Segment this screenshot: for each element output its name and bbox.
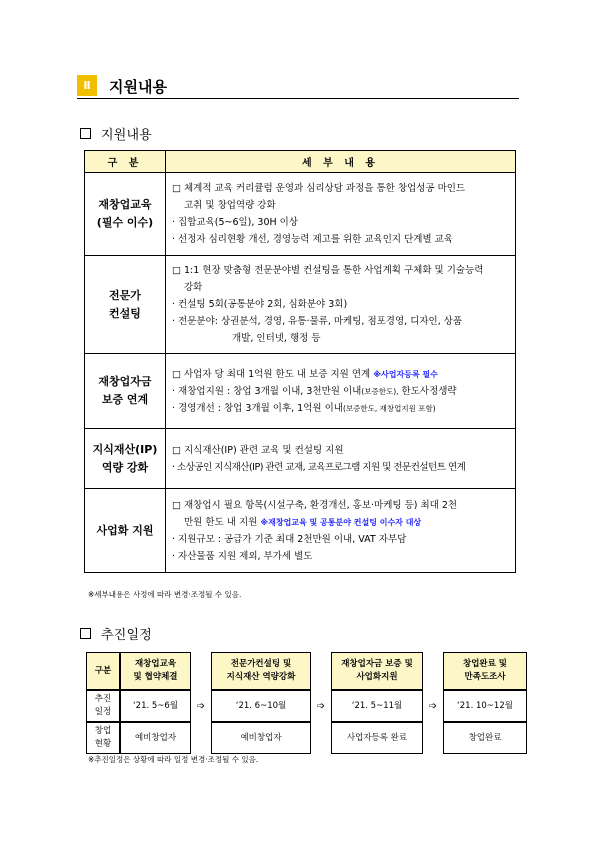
stage-header: 재창업자금 보증 및 사업화지원 bbox=[331, 652, 423, 690]
highlight-note: ※재창업교육 및 공통분야 컨설팅 이수자 대상 bbox=[260, 517, 422, 527]
schedule-status-row bbox=[86, 722, 527, 754]
stage-header: 창업완료 및 만족도조사 bbox=[443, 652, 527, 690]
stage-status: 사업자등록 완료 bbox=[331, 722, 423, 754]
subheading-support-content bbox=[80, 124, 152, 143]
row-category: 재창업자금 보증 연계 bbox=[85, 354, 166, 429]
schedule-footnote: ※추진일정은 상황에 따라 일정 변경·조정될 수 있음. bbox=[88, 755, 259, 764]
row-details: □ 재창업시 필요 항목(시설구축, 환경개선, 홍보·마케팅 등) 최대 2천 만원 한도 내 지원 ※재창업교육 및 공통분야 컨설팅 이수자 대상 · 지원규모 : 공급가 기준 최대 2천만원 이내, VAT 자부담 · 자산물품 지원 제외, 부가세 별도 bbox=[166, 489, 516, 573]
support-content-table bbox=[84, 150, 516, 573]
table-row bbox=[85, 354, 516, 429]
table-row bbox=[85, 429, 516, 489]
schedule-header-row bbox=[86, 652, 527, 690]
table-footnote: ※세부내용은 사정에 따라 변경·조정될 수 있음. bbox=[88, 590, 242, 599]
table-header-details: 세 부 내 용 bbox=[166, 151, 516, 173]
table-header-row bbox=[85, 151, 516, 173]
table-header-category: 구 분 bbox=[85, 151, 166, 173]
row-category: 지식재산(IP) 역량 강화 bbox=[85, 429, 166, 489]
stage-header: 재창업교육 및 협약체결 bbox=[120, 652, 191, 690]
arrow-right-icon: ➩ bbox=[196, 700, 206, 712]
section-header bbox=[77, 72, 519, 100]
checkbox-square-icon bbox=[80, 628, 91, 639]
schedule-corner-label: 구분 bbox=[86, 652, 120, 690]
arrow-right-icon: ➩ bbox=[428, 700, 438, 712]
table-row bbox=[85, 489, 516, 573]
stage-period: ‘21. 10~12월 bbox=[443, 690, 527, 722]
stage-period: ‘21. 5~11월 bbox=[331, 690, 423, 722]
subheading-title: 지원내용 bbox=[101, 128, 153, 143]
row-category: 재창업교육 (필수 이수) bbox=[85, 173, 166, 256]
subheading-title: 추진일정 bbox=[101, 628, 153, 643]
stage-status: 예비창업자 bbox=[120, 722, 191, 754]
stage-status: 예비창업자 bbox=[211, 722, 311, 754]
row-details: □ 1:1 현장 맞춤형 전문분야별 컨설팅을 통한 사업계획 구체화 및 기술능력 강화 · 컨설팅 5회(공통분야 2회, 심화분야 3회) · 전문분야: 상권분석, 경영, 유통·물류, 마케팅, 점포경영, 디자인, 상품 개발, 인터넷, 행정 등 bbox=[166, 256, 516, 354]
arrow-right-icon: ➩ bbox=[316, 700, 326, 712]
row-category: 전문가 컨설팅 bbox=[85, 256, 166, 354]
row-details: □ 지식재산(IP) 관련 교육 및 컨설팅 지원 · 소상공인 지식재산(IP) 관련 교재, 교육프로그램 지원 및 전문컨설턴트 연계 bbox=[166, 429, 516, 489]
checkbox-square-icon bbox=[80, 128, 91, 139]
section-title: 지원내용 bbox=[109, 78, 167, 96]
row-label: 추진 일정 bbox=[86, 690, 120, 722]
section-number-badge: Ⅱ bbox=[77, 75, 97, 96]
schedule-period-row bbox=[86, 690, 527, 722]
stage-header: 전문가컨설팅 및 지식재산 역량강화 bbox=[211, 652, 311, 690]
row-category: 사업화 지원 bbox=[85, 489, 166, 573]
stage-status: 창업완료 bbox=[443, 722, 527, 754]
row-details: □ 사업자 당 최대 1억원 한도 내 보증 지원 연계 ※사업자등록 필수 · 재창업지원 : 창업 3개월 이내, 3천만원 이내(보증한도), 한도사정생략 · 경영개선 : 창업 3개월 이후, 1억원 이내(보증한도, 재창업지원 포함) bbox=[166, 354, 516, 429]
stage-period: ‘21. 6~10월 bbox=[211, 690, 311, 722]
highlight-note: ※사업자등록 필수 bbox=[373, 369, 438, 379]
table-row bbox=[85, 173, 516, 256]
section-underline bbox=[77, 98, 519, 99]
stage-period: ‘21. 5~6월 bbox=[120, 690, 191, 722]
table-row bbox=[85, 256, 516, 354]
row-details: □ 체계적 교육 커리큘럼 운영과 심리상담 과정을 통한 창업성공 마인드 고취 및 창업역량 강화 · 집합교육(5~6일), 30H 이상 · 선정자 심리현황 개선, 경영능력 제고를 위한 교육인지 단계별 교육 bbox=[166, 173, 516, 256]
schedule-table bbox=[86, 652, 527, 754]
subheading-schedule bbox=[80, 624, 152, 643]
row-label: 창업 현황 bbox=[86, 722, 120, 754]
